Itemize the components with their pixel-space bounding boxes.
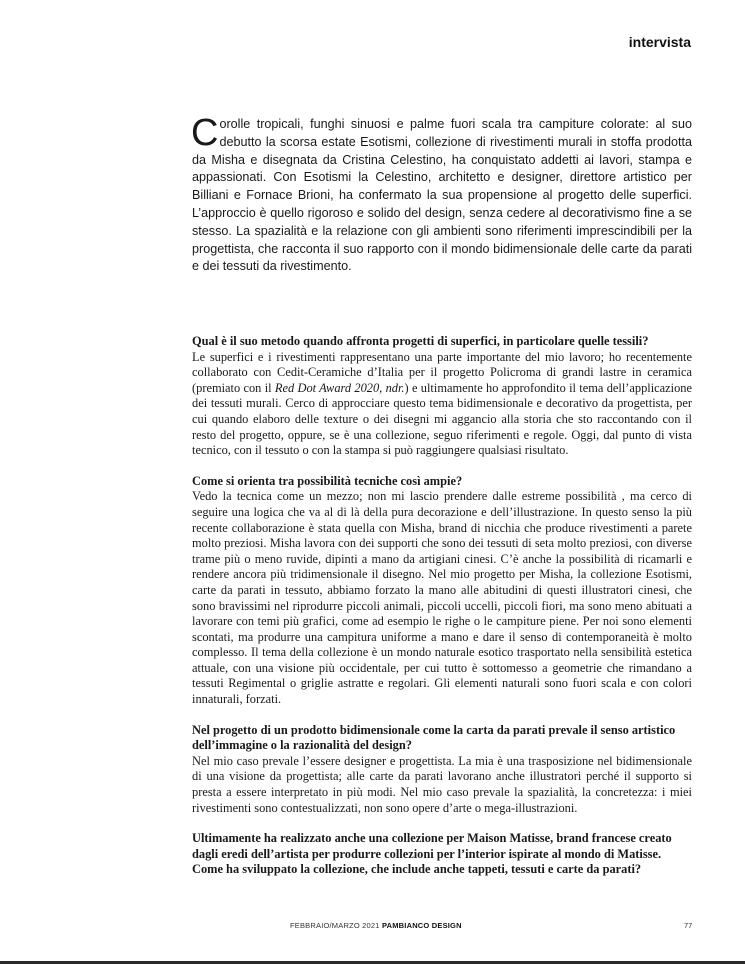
qa-block-2 bbox=[192, 474, 692, 708]
answer-1-award: Red Dot Award 2020, ndr. bbox=[274, 380, 405, 395]
answer-1-part-2: ) e ultimamente ho approfondito il tema dell’applicazione dei tessuti murali. Cerco di approcciare questo tema bidimensionale e decorativo da progettista, per cui quando elaboro delle texture o dei disegni mi aggancio alla storia che sto raccontando con il resto del progetto, oppure, se è una collezione, seguo riferimenti e regole. Oggi, dal punto di vista tecnico, con il tessuto o con la stampa si può raggiungere qualsiasi risultato. bbox=[192, 380, 693, 458]
question-4: Ultimamente ha realizzato anche una collezione per Maison Matisse, brand francese creato dagli eredi dell’artista per produrre collezioni per l’interior ispirate al mondo di Matisse. Come ha sviluppato la collezione, che include anche tappeti, tessuti e carte da parati? bbox=[192, 831, 672, 877]
page-number: 77 bbox=[684, 921, 693, 930]
question-2: Come si orienta tra possibilità tecniche così ampie? bbox=[192, 473, 463, 488]
section-label: intervista bbox=[628, 34, 691, 50]
answer-2: Vedo la tecnica come un mezzo; non mi lascio prendere dalle estreme possibilità , ma cerco di seguire una logica che va al di là della pura decorazione e dell’illustrazione. In questo senso la più recente collaborazione è stata quella con Misha, brand di nicchia che produce rivestimenti a parete molto preziosi. Misha lavora con dei supporti che sono dei tessuti di seta molto preziosi, con diverse trame più o meno ruvide, dipinti a mano da artigiani cinesi. C’è anche la possibilità di ricamarli e rendere ancora più tridimensionale il disegno. Nel mio progetto per Misha, la collezione Esotismi, carte da parati in tessuto, abbiamo forzato la mano alle abitudini di questi illustratori cinesi, che sono bravissimi nel riprodurre piccoli animali, piccoli uccelli, piccoli fiori, ma sono meno abituati a lavorare con temi più grafici, come ad esempio le righe o le campiture piene. Per noi sono elementi scontati, ma produrre una campitura uniforme a mano e dare il senso di contemporaneità è molto complesso. Il tema della collezione è un mondo naturale esotico trasportato nella sensibilità estetica attuale, con una visione più occidentale, per cui tutto è sottomesso a geometrie che rimandano a tessuti Regimental o griglie astratte e regolari. Gli elementi naturali sono fuori scala e con colori innaturali, forzati. bbox=[192, 489, 692, 707]
qa-block-1 bbox=[192, 334, 692, 459]
question-3: Nel progetto di un prodotto bidimensionale come la carta da parati prevale il senso artistico dell’immagine o la razionalità del design? bbox=[192, 722, 676, 753]
intro-text: orolle tropicali, funghi sinuosi e palme fuori scala tra campiture colorate: al suo debutto la scorsa estate Esotismi, collezione di rivestimenti murali in stoffa prodotta da Misha e disegnata da Cristina Celestino, ha conquistato addetti ai lavori, stampa e appassionati. Con Esotismi la Celestino, architetto e designer, direttore artistico per Billiani e Fornace Brioni, ha confermato la sua propensione al progetto delle superfici. L’approccio è quello rigoroso e solido del design, senza cedere al decorativismo fine a se stesso. La spazialità e la relazione con gli ambienti sono riferimenti imprescindibili per la progettista, che racconta il suo rapporto con il mondo bidimensionale delle carte da parati e dei tessuti da rivestimento. bbox=[192, 117, 692, 274]
footer-magazine: PAMBIANCO DESIGN bbox=[381, 921, 462, 930]
answer-1-part-1: Le superfici e i rivestimenti rappresentano una parte importante del mio lavoro; ho recentemente collaborato con Cedit-Ceramiche d’Italia per il progetto Policroma di grandi lastre in ceramica (premiato con il bbox=[192, 349, 692, 395]
footer-issue: FEBBRAIO/MARZO 2021 bbox=[290, 921, 380, 930]
footer-credit bbox=[290, 921, 462, 930]
answer-3: Nel mio caso prevale l’essere designer e progettista. La mia è una trasposizione nel bidimensionale di una visione da progettista; alle carte da parati lavorano anche illustratori perché il supporto si presta a essere interpretato in più modi. Nel mio caso prevale la spazialità, la concretezza: i miei rivestimenti sono contestualizzati, non sono opere d’arte o mega-illustrazioni. bbox=[192, 753, 692, 815]
drop-cap: C bbox=[191, 112, 219, 154]
interview-body bbox=[192, 334, 692, 893]
qa-block-4 bbox=[192, 831, 692, 878]
answer-1 bbox=[192, 350, 692, 459]
intro-paragraph bbox=[191, 112, 692, 276]
qa-block-3 bbox=[192, 723, 692, 817]
question-1: Qual è il suo metodo quando affronta progetti di superfici, in particolare quelle tessili? bbox=[192, 334, 649, 348]
